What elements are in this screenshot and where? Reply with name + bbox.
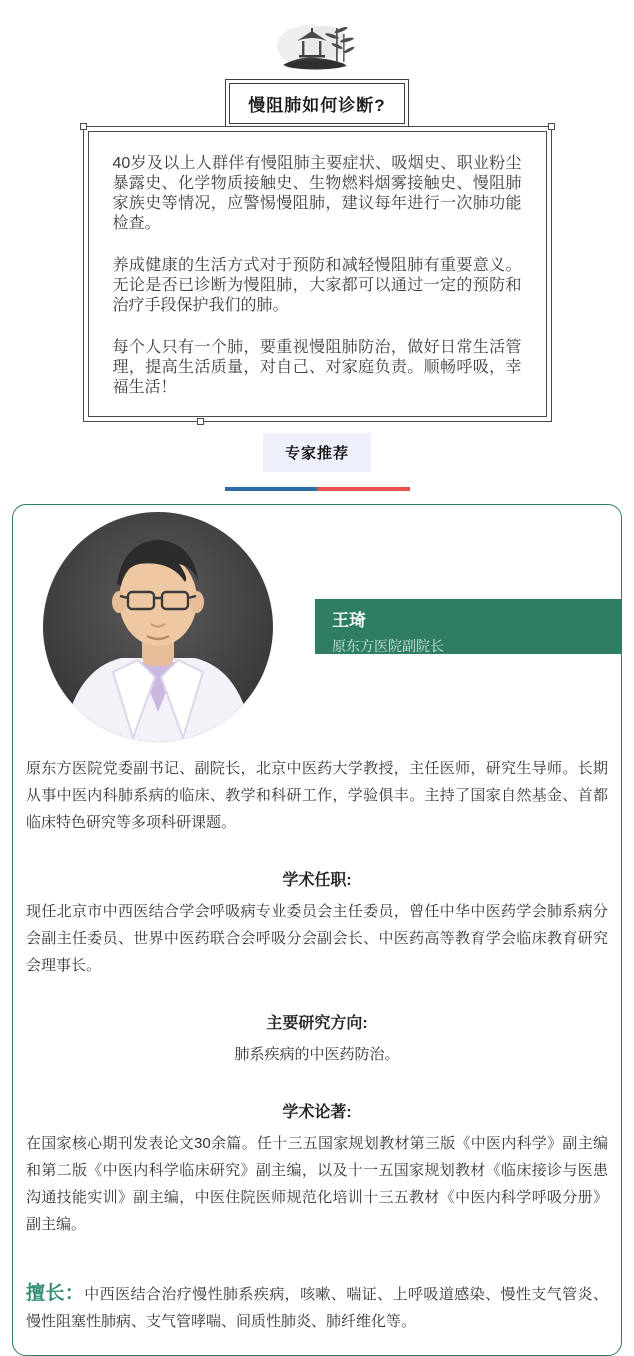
section-title: 慢阻肺如何诊断? [229,83,404,124]
section-title-box [225,79,408,128]
doctor-title: 原东方医院副院长 [332,638,444,654]
intro-text-inner [88,131,547,417]
section-heading-publications: 学术论著: [282,1104,352,1121]
section-heading-academic-posts: 学术任职: [282,872,352,889]
article-page [0,22,634,1356]
frame-corner-square [80,123,87,130]
specialty-text: 中西医结合治疗慢性肺系疾病，咳嗽、喘证、上呼吸道感染、慢性支气管炎、慢性阻塞性肺病、支气管哮喘、间质性肺炎、肺纤维化等。 [26,1286,608,1330]
ink-pavilion-bamboo-icon [269,22,365,72]
expert-recommend-badge: 专家推荐 [263,433,371,472]
section-body-academic-posts: 现任北京市中西医结合学会呼吸病专业委员会主任委员，曾任中华中医药学会肺系病分会副主任委员、世界中医药联合会呼吸分会副会长、中医药高等教育学会临床教育研究会理事长。 [26,903,608,974]
specialty-line [26,1280,608,1335]
doctor-bio: 原东方医院党委副书记、副院长，北京中医药大学教授，主任医师，研究生导师。长期从事中医内科肺系病的临床、教学和科研工作，学验俱丰。主持了国家自然基金、首都临床特色研究等多项科研课题。 [26,760,608,831]
doctor-name-banner [315,599,621,654]
section-body-research-direction: 肺系疾病的中医药防治。 [234,1046,400,1063]
intro-paragraph: 40岁及以上人群伴有慢阻肺主要症状、吸烟史、职业粉尘暴露史、化学物质接触史、生物燃料烟雾接触史、慢阻肺家族史等情况，应警惕慢阻肺，建议每年进行一次肺功能检查。 [112,155,522,232]
frame-edge-square [197,418,204,425]
section-body-publications: 在国家核心期刊发表论文30余篇。任十三五国家规划教材第三版《中医内科学》副主编和第二版《中医内科学临床研究》副主编，以及十一五国家规划教材《临床接诊与医患沟通技能实训》副主编，中医住院医师规范化培训十三五教材《中医内科学呼吸分册》副主编。 [26,1135,608,1233]
divider-red-segment [317,487,410,491]
intro-paragraph: 每个人只有一个肺，要重视慢阻肺防治，做好日常生活管理，提高生活质量，对自己、对家庭负责。顺畅呼吸，幸福生活！ [112,339,522,396]
intro-paragraph: 养成健康的生活方式对于预防和减轻慢阻肺有重要意义。无论是否已诊断为慢阻肺，大家都可以通过一定的预防和治疗手段保护我们的肺。 [112,257,522,314]
two-tone-divider [225,487,410,491]
divider-blue-segment [225,487,318,491]
frame-corner-square [548,123,555,130]
intro-text-box [83,126,552,422]
section-heading-research-direction: 主要研究方向: [266,1015,368,1032]
doctor-name: 王琦 [332,611,366,630]
specialty-label: 擅长： [26,1283,85,1304]
doctor-portrait-photo [43,512,273,742]
expert-profile-card [12,504,622,1356]
